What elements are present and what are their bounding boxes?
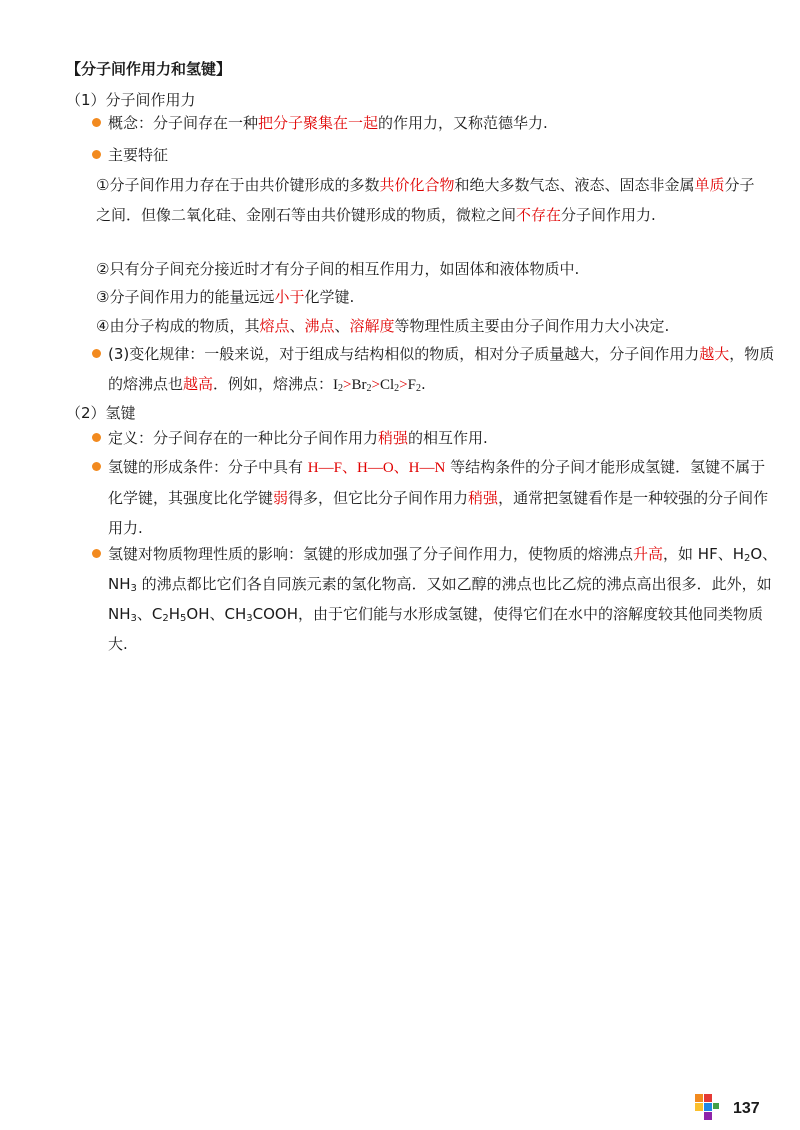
hydrogen-bond-conditions: 氢键的形成条件：分子中具有 H—F、H—O、H—N 等结构条件的分子间才能形成氢键．氢键不属于化学键，其强度比化学键弱得多，但它比分子间作用力稍强，通常把氢键看作是一种较强的分子间作用力. bbox=[92, 452, 778, 543]
heading-intermolecular-force: （1）分子间作用力 bbox=[66, 91, 196, 109]
feature-3: ③分子间作用力的能量远远小于化学键. bbox=[96, 288, 355, 306]
heading-hydrogen-bond: （2）氢键 bbox=[66, 404, 136, 422]
bullet-dot-icon bbox=[92, 150, 101, 159]
hydrogen-bond-definition: 定义：分子间存在的一种比分子间作用力稍强的相互作用. bbox=[92, 423, 778, 453]
bullet-dot-icon bbox=[92, 433, 101, 442]
halogen-order: $I_2>Br_2>Cl_2>F_2$ bbox=[333, 377, 421, 394]
publisher-logo-icon bbox=[691, 1091, 727, 1127]
features-heading: 主要特征 bbox=[92, 140, 778, 170]
feature-1: ①分子间作用力存在于由共价键形成的多数共价化合物和绝大多数气态、液态、固态非金属单质分子之间．但像二氧化硅、金刚石等由共价键形成的物质，微粒之间不存在分子间作用力. bbox=[96, 176, 755, 224]
feature-2: ②只有分子间充分接近时才有分子间的相互作用力，如固体和液体物质中. bbox=[96, 260, 580, 278]
bullet-dot-icon bbox=[92, 349, 101, 358]
concept-item: 概念：分子间存在一种把分子聚集在一起的作用力，又称范德华力. bbox=[92, 108, 778, 138]
bullet-dot-icon bbox=[92, 549, 101, 558]
feature-4: ④由分子构成的物质，其熔点、沸点、溶解度等物理性质主要由分子间作用力大小决定. bbox=[96, 317, 670, 335]
bullet-dot-icon bbox=[92, 118, 101, 127]
bullet-dot-icon bbox=[92, 462, 101, 471]
section-title: 【分子间作用力和氢键】 bbox=[66, 60, 232, 78]
page-number: 137 bbox=[733, 1100, 760, 1117]
hydrogen-bond-effect: 氢键对物质物理性质的影响：氢键的形成加强了分子间作用力，使物质的熔沸点升高，如 HF、$H_2O$、$NH_3$ 的沸点都比它们各自同族元素的氢化物高．又如乙醇的沸点也比乙烷的沸点高出很多．此外，如 $NH_3$、$C_2H_5OH$、$CH_3COOH$，由于它们能与水形成氢键，使得它们在水中的溶解度较其他同类物质大. bbox=[92, 539, 778, 659]
variation-rule: (3)变化规律：一般来说，对于组成与结构相似的物质，相对分子质量越大，分子间作用力越大，物质的熔沸点也越高．例如，熔沸点：$I_2>Br_2>Cl_2>F_2$. bbox=[92, 339, 778, 400]
